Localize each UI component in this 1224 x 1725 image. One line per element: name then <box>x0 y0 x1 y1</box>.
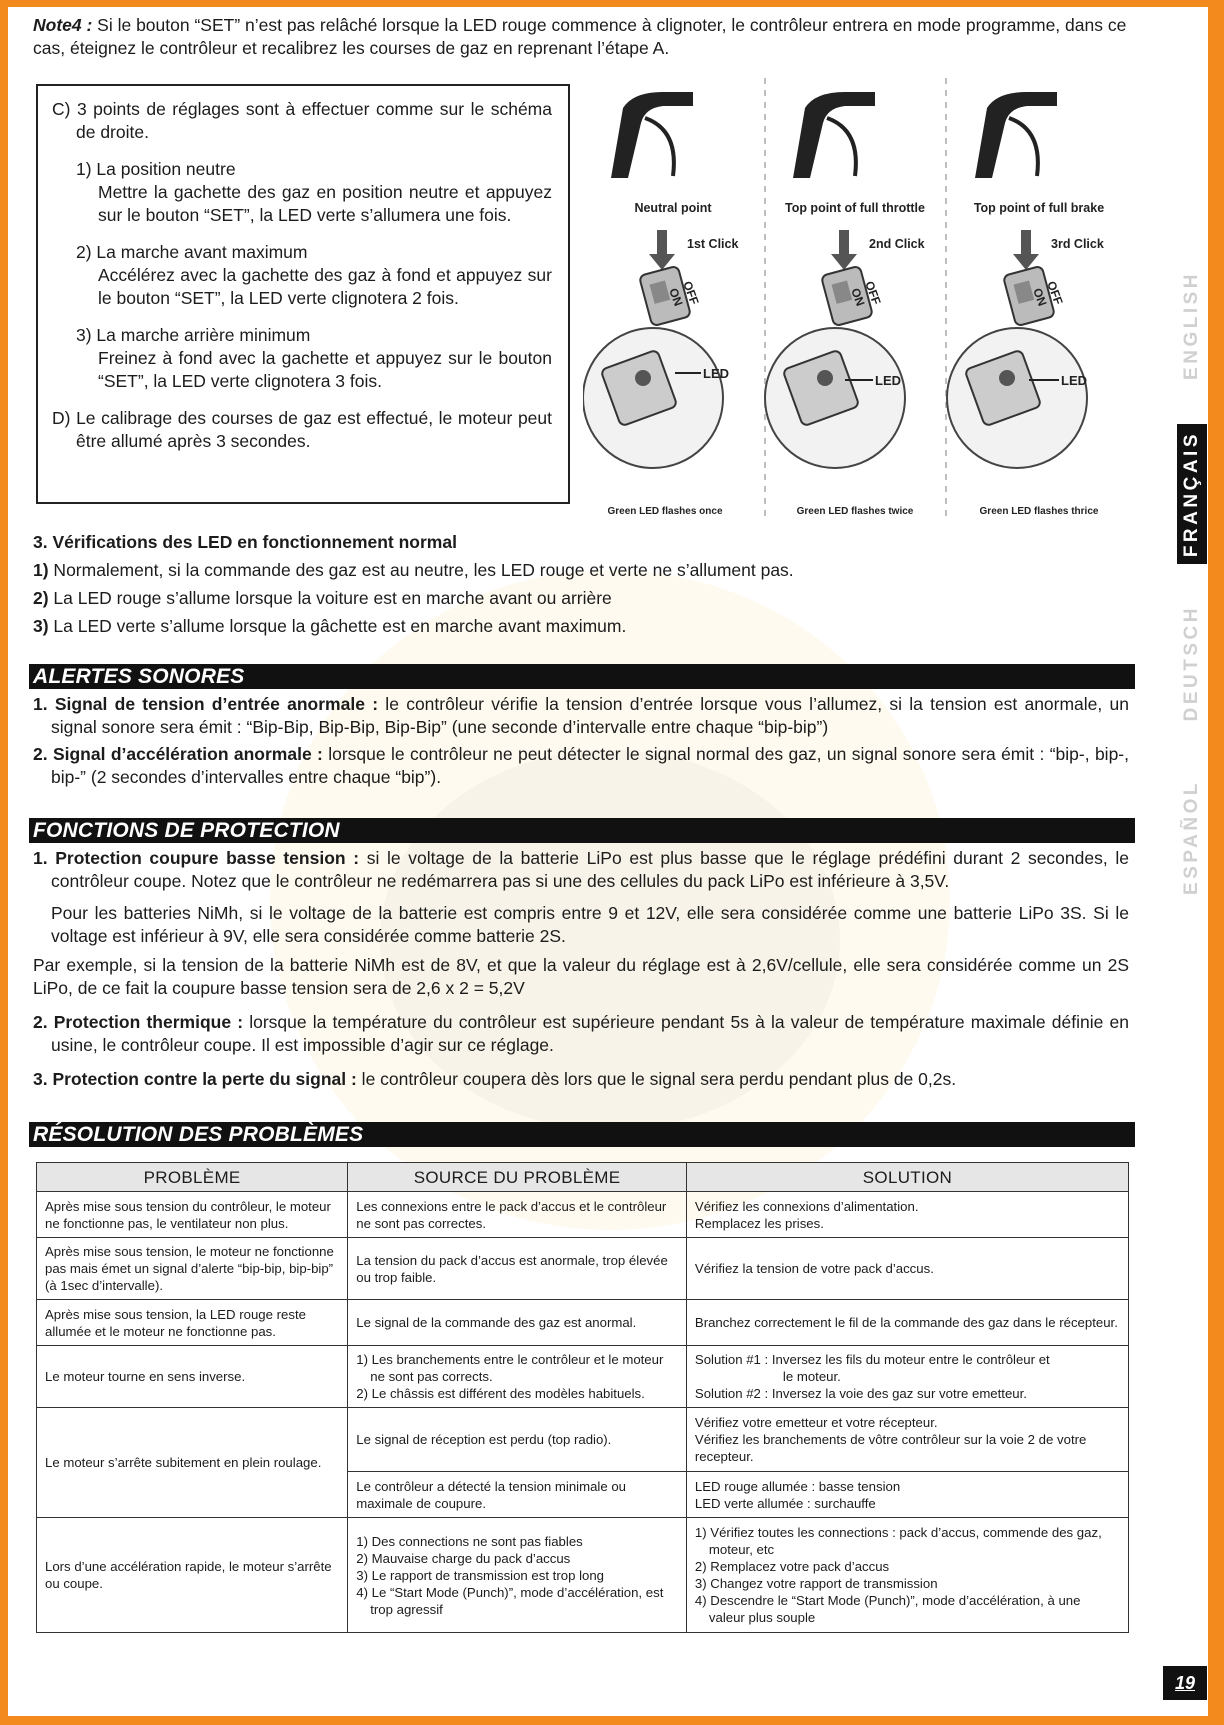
source-cell: Le contrôleur a détecté la tension minimale ou maximale de coupure. <box>348 1472 687 1518</box>
solution-cell <box>686 1472 1128 1518</box>
source-line: 2) Le châssis est différent des modèles habituels. <box>356 1386 645 1401</box>
source-cell <box>348 1346 687 1408</box>
item-text: Normalement, si la commande des gaz est au neutre, les LED rouge et verte ne s’allument pas. <box>48 560 794 580</box>
transmitter-trigger-icon <box>975 92 1057 178</box>
substep-3-title: 3) La marche arrière minimum <box>76 325 311 345</box>
alertes-list <box>33 693 1129 793</box>
protection-item-title: 1. Protection coupure basse tension : <box>33 848 360 868</box>
step-c <box>52 98 552 144</box>
nimh-paragraph: Pour les batteries NiMh, si le voltage de la batterie est compris entre 9 et 12V, elle sera considérée comme une batterie LiPo 3S. Si le voltage est inférieur à 9V, elle sera considérée comme batterie 2S. <box>51 903 1129 946</box>
substep-1-text: Mettre la gachette des gaz en position neutre et appuyez sur le bouton “SET”, la LED verte s’allumera une fois. <box>98 182 552 225</box>
esc-board-icon <box>947 328 1087 468</box>
source-line: 4) Le “Start Mode (Punch)”, mode d’accélération, est trop agressif <box>356 1584 664 1617</box>
item-number: 2) <box>33 588 49 608</box>
led-verification-title: 3. Vérifications des LED en fonctionnement normal <box>33 532 457 552</box>
protection-item-title: 2. Protection thermique : <box>33 1012 244 1032</box>
source-cell <box>348 1518 687 1633</box>
click-label-1: 1st Click <box>687 237 739 251</box>
solution-line: Vérifiez les connexions d’alimentation. <box>694 1198 919 1214</box>
step-c-label: C) <box>52 99 71 119</box>
tab-deutsch[interactable] <box>1177 593 1207 733</box>
source-cell: Le signal de réception est perdu (top radio). <box>348 1408 687 1472</box>
switch-on-label-2: ON <box>848 286 868 308</box>
point-label-2: Top point of full throttle <box>784 201 926 215</box>
source-cell: La tension du pack d’accus est anormale, trop élevée ou trop faible. <box>348 1238 687 1300</box>
led-label-2: LED <box>875 373 901 388</box>
table-row <box>37 1518 1129 1633</box>
table-row <box>37 1238 1129 1300</box>
solution-cell <box>686 1192 1128 1238</box>
note4-label: Note4 : <box>33 15 93 35</box>
problem-cell: Après mise sous tension du contrôleur, le moteur ne fonctionne pas, le ventilateur non plus. <box>37 1192 348 1238</box>
led-verification-item <box>33 584 1133 612</box>
substep-2-text: Accélérez avec la gachette des gaz à fond et appuyez sur le bouton “SET”, la LED verte clignotera 2 fois. <box>98 265 552 308</box>
source-line: 2) Mauvaise charge du pack d’accus <box>356 1550 571 1566</box>
arrow-down-icon <box>831 230 857 270</box>
solution-line: Solution #1 : Inversez les fils du moteur entre le contrôleur et <box>694 1352 1050 1367</box>
point-label-3: Top point of full brake <box>973 201 1105 215</box>
protection-item-1 <box>33 847 1129 893</box>
arrow-down-icon <box>1013 230 1039 270</box>
page-number: 19 <box>1163 1666 1207 1700</box>
flash-label-1: Green LED flashes once <box>607 506 723 517</box>
section-title-troubleshooting: RÉSOLUTION DES PROBLÈMES <box>29 1122 1135 1147</box>
solution-cell <box>686 1518 1128 1633</box>
calibration-box <box>36 84 570 504</box>
protection-item-text: lorsque la température du contrôleur est supérieure pendant 5s à la valeur de température maximale définie en usine, le contrôleur coupe. Il est impossible d’agir sur ce réglage. <box>51 1012 1129 1055</box>
switch-on-label-1: ON <box>666 286 686 308</box>
substep-3-text: Freinez à fond avec la gachette et appuyez sur le bouton “SET”, la LED verte clignotera 3 fois. <box>98 348 552 391</box>
note4-text: Si le bouton “SET” n’est pas relâché lorsque la LED rouge commence à clignoter, le contrôleur entrera en mode programme, dans ce cas, éteignez le contrôleur et recalibrez les courses de gaz en reprenant l’étape A. <box>33 15 1127 58</box>
problem-cell: Après mise sous tension, la LED rouge reste allumée et le moteur ne fonctionne pas. <box>37 1300 348 1346</box>
alerte-item-title: 2. Signal d’accélération anormale : <box>33 744 323 764</box>
transmitter-trigger-icon <box>793 92 875 178</box>
solution-line: Remplacez les prises. <box>694 1215 824 1231</box>
table-row <box>37 1408 1129 1472</box>
solution-line: 1) Vérifiez toutes les connections : pack d’accus, commende des gaz, moteur, etc <box>694 1525 1102 1557</box>
solution-line: Vérifiez les branchements de vôtre contrôleur sur la voie 2 de votre recepteur. <box>694 1432 1087 1464</box>
led-verification-item <box>33 612 1133 640</box>
section-title-alertes: ALERTES SONORES <box>29 664 1135 689</box>
source-line: 1) Les branchements entre le contrôleur et le moteur ne sont pas corrects. <box>356 1352 664 1384</box>
click-label-2: 2nd Click <box>869 237 925 251</box>
solution-line: Vérifiez votre emetteur et votre récepteur. <box>694 1415 938 1430</box>
transmitter-trigger-icon <box>611 92 693 178</box>
column-header: SOURCE DU PROBLÈME <box>348 1163 687 1192</box>
source-line: 3) Le rapport de transmission est trop long <box>356 1567 604 1583</box>
led-label-3: LED <box>1061 373 1087 388</box>
flash-label-2: Green LED flashes twice <box>796 506 914 517</box>
item-text: La LED rouge s’allume lorsque la voiture est en marche avant ou arrière <box>48 588 612 608</box>
problem-cell: Le moteur s’arrête subitement en plein roulage. <box>37 1408 348 1518</box>
item-text: La LED verte s’allume lorsque la gâchette est en marche avant maximum. <box>48 616 627 636</box>
substep-1 <box>76 158 552 227</box>
substep-2 <box>76 241 552 310</box>
example-paragraph: Par exemple, si la tension de la batterie NiMh est de 8V, et que la valeur du réglage est à 2,6V/cellule, elle sera considérée comme un 2S LiPo, de ce fait la coupure basse tension sera de 2,6 x 2 = 5,2V <box>33 955 1129 998</box>
problem-cell: Le moteur tourne en sens inverse. <box>37 1346 348 1408</box>
source-line: 1) Des connections ne sont pas fiables <box>356 1533 583 1549</box>
led-label-1: LED <box>703 366 729 381</box>
solution-cell: Branchez correctement le fil de la commande des gaz dans le récepteur. <box>686 1300 1128 1346</box>
substep-2-title: 2) La marche avant maximum <box>76 242 308 262</box>
switch-off-label-1: OFF <box>680 279 702 307</box>
item-number: 1) <box>33 560 49 580</box>
switch-off-label-2: OFF <box>862 279 884 307</box>
protection-item-text: le contrôleur coupera dès lors que le signal sera perdu pendant plus de 0,2s. <box>356 1069 957 1089</box>
item-number: 3) <box>33 616 49 636</box>
switch-off-label-3: OFF <box>1044 279 1066 307</box>
solution-cell <box>686 1408 1128 1472</box>
section-title-protection: FONCTIONS DE PROTECTION <box>29 818 1135 843</box>
protection-item-text: si le voltage de la batterie LiPo est plus basse que le réglage prédéfini durant 2 secondes, le contrôleur coupe. Notez que le contrôleur ne redémarrera pas si une des cellules du pack LiPo est inférieure à 3,5V. <box>51 848 1129 891</box>
protection-item-title: 3. Protection contre la perte du signal : <box>33 1069 357 1089</box>
tab-espanol[interactable] <box>1177 762 1207 912</box>
arrow-down-icon <box>649 230 675 270</box>
step-d <box>52 407 552 453</box>
protection-item-3 <box>33 1068 1129 1091</box>
problem-cell: Après mise sous tension, le moteur ne fonctionne pas mais émet un signal d’alerte “bip-bip, bip-bip” (à 1sec d’intervalle). <box>37 1238 348 1300</box>
solution-line: LED rouge allumée : basse tension <box>694 1478 901 1494</box>
note4-paragraph <box>33 14 1133 60</box>
solution-line: 2) Remplacez votre pack d’accus <box>694 1559 890 1574</box>
protection-list <box>33 847 1129 1095</box>
column-header: SOLUTION <box>686 1163 1128 1192</box>
step-c-text: 3 points de réglages sont à effectuer comme sur le schéma de droite. <box>76 99 552 142</box>
step-d-text: Le calibrage des courses de gaz est effectué, le moteur peut être allumé après 3 secondes. <box>76 408 552 451</box>
tab-label: ENGLISH <box>1181 270 1202 380</box>
alerte-item-title: 1. Signal de tension d’entrée anormale : <box>33 694 379 714</box>
tab-label: FRANÇAIS <box>1181 430 1202 558</box>
tab-english[interactable] <box>1177 255 1207 395</box>
source-cell: Les connexions entre le pack d’accus et le contrôleur ne sont pas correctes. <box>348 1192 687 1238</box>
table-row <box>37 1300 1129 1346</box>
solution-cell: Vérifiez la tension de votre pack d’accus. <box>686 1238 1128 1300</box>
tab-francais[interactable] <box>1177 424 1207 564</box>
alerte-item-text: lorsque le contrôleur ne peut détecter le signal normal des gaz, un signal sonore sera émit : “bip-, bip-, bip-” (2 secondes d’intervalles entre chaque “bip”). <box>51 744 1129 787</box>
solution-line: le moteur. <box>782 1369 841 1384</box>
alerte-item <box>33 693 1129 739</box>
point-label-1: Neutral point <box>634 201 712 215</box>
protection-item-2 <box>33 1011 1129 1057</box>
led-verification-item <box>33 556 1133 584</box>
solution-line: 3) Changez votre rapport de transmission <box>694 1576 938 1591</box>
led-verification-section <box>33 528 1133 640</box>
esc-board-icon <box>583 328 723 468</box>
solution-cell <box>686 1346 1128 1408</box>
substep-3 <box>76 324 552 393</box>
alerte-item <box>33 743 1129 789</box>
flash-label-3: Green LED flashes thrice <box>979 506 1099 517</box>
table-row <box>37 1192 1129 1238</box>
solution-line: 4) Descendre le “Start Mode (Punch)”, mode d’accélération, à une valeur plus souple <box>694 1593 1081 1625</box>
source-cell: Le signal de la commande des gaz est anormal. <box>348 1300 687 1346</box>
tab-label: DEUTSCH <box>1181 604 1202 722</box>
substep-1-title: 1) La position neutre <box>76 159 236 179</box>
esc-board-icon <box>765 328 905 468</box>
solution-line: Solution #2 : Inversez la voie des gaz sur votre emetteur. <box>694 1386 1027 1401</box>
click-label-3: 3rd Click <box>1051 237 1104 251</box>
alerte-item-text: le contrôleur vérifie la tension d’entrée lorsque vous l’allumez, si la tension est anormale, un signal sonore sera émit : “Bip-Bip, Bip-Bip, Bip-Bip” (une seconde d’intervalle entre chaque “bip-bip”) <box>51 694 1130 737</box>
table-row <box>37 1346 1129 1408</box>
table-header-row <box>37 1163 1129 1192</box>
problem-cell: Lors d’une accélération rapide, le moteur s’arrête ou coupe. <box>37 1518 348 1633</box>
troubleshooting-table <box>36 1162 1129 1633</box>
column-header: PROBLÈME <box>37 1163 348 1192</box>
step-d-label: D) <box>52 408 71 428</box>
tab-label: ESPAÑOL <box>1181 779 1202 895</box>
calibration-diagram <box>583 78 1163 528</box>
solution-line: LED verte allumée : surchauffe <box>694 1495 876 1511</box>
switch-on-label-3: ON <box>1030 286 1050 308</box>
